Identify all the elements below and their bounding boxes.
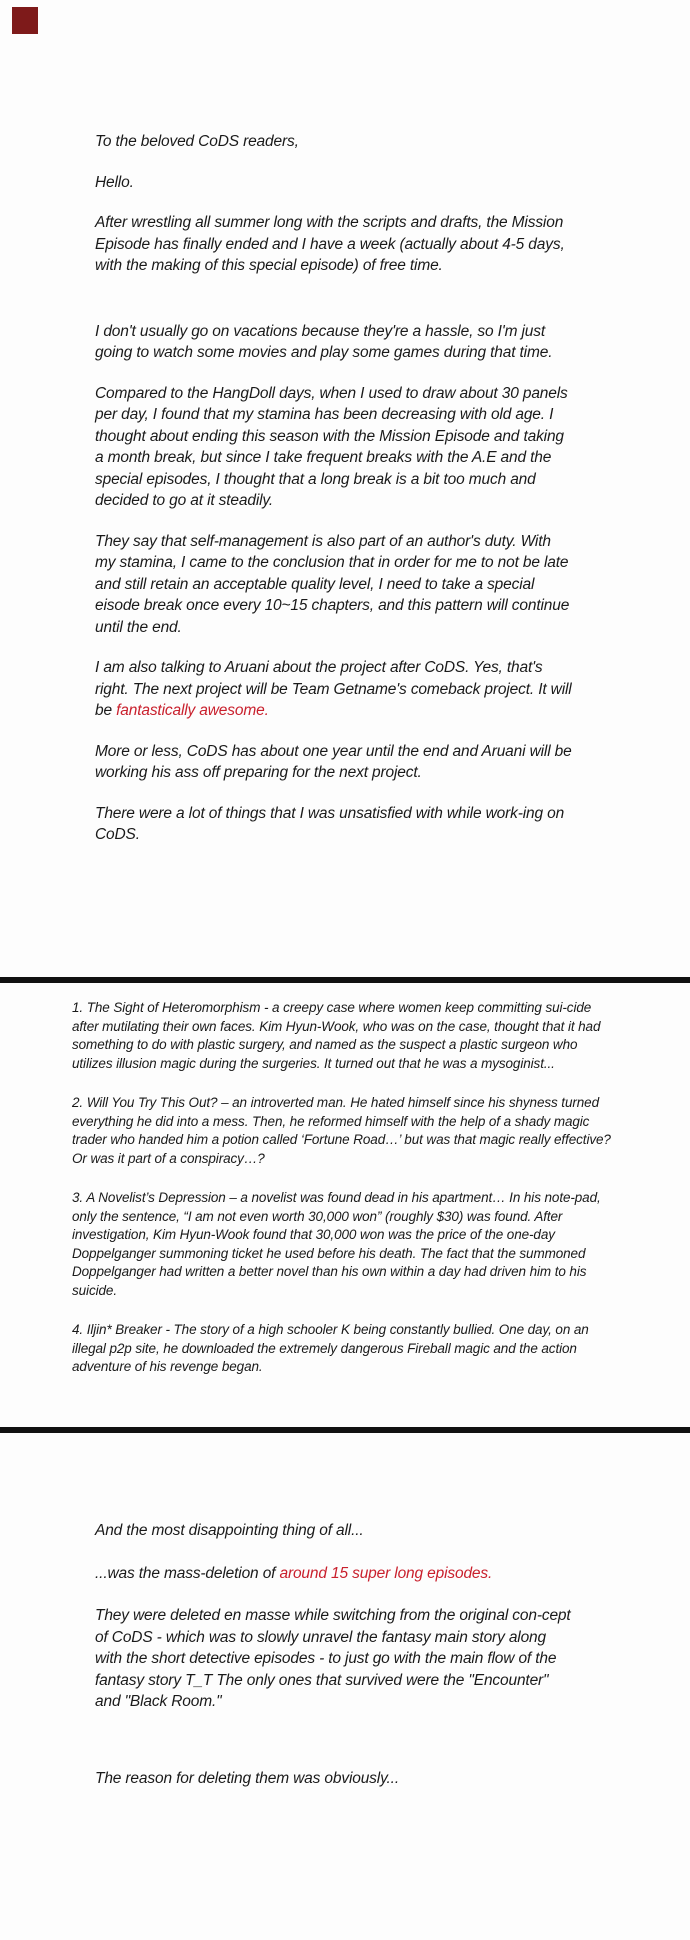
closing-section	[95, 1520, 573, 1810]
line-mass-deletion	[95, 1563, 573, 1585]
greeting-line: To the beloved CoDS readers,	[95, 133, 299, 150]
paragraph-next-project-highlight: fantastically awesome.	[116, 702, 269, 719]
line-mass-deletion-text: ...was the mass-deletion of	[95, 1564, 280, 1582]
paragraph-one-year: More or less, CoDS has about one year until the end and Aruani will be working his ass off preparing for the next project.	[95, 742, 572, 781]
section-divider-top	[0, 977, 690, 983]
case-item-2: 2. Will You Try This Out? – an introverted man. He hated himself since his shyness turned everything he did into a mess. Then, he reformed himself with the help of a shady magic trader who handed him a potion called ‘Fortune Road…’ but was that magic really effective? Or was it part of a conspiracy…?	[72, 1095, 611, 1166]
case-item-1: 1. The Sight of Heteromorphism - a creepy case where women keep committing sui-cide after mutilating their own faces. Kim Hyun-Wook, who was on the case, thought that it had something to do with plastic surgery, and named as the suspect a plastic surgeon who utilizes illusion magic during the surgeries. It turned out that he was a mysoginist...	[72, 1000, 601, 1071]
letter-section	[95, 131, 573, 865]
line-mass-deletion-highlight: around 15 super long episodes.	[279, 1564, 493, 1582]
case-list-section	[72, 999, 618, 1398]
line-disappointing: And the most disappointing thing of all...	[95, 1522, 364, 1539]
top-left-red-square	[12, 7, 38, 34]
paragraph-self-management: They say that self-management is also part of an author's duty. With my stamina, I came to the conclusion that in order for me to not be late and still retain an acceptable quality level, I need to take a special eisode break once every 10~15 chapters, and this pattern will continue until the end.	[95, 532, 570, 636]
paragraph-deleted: They were deleted en masse while switching from the original con-cept of CoDS - which was to slowly unravel the fantasy main story along with the short detective episodes - to just go with the main flow of the fantasy story T_T The only ones that survived were the "Encounter" and "Black Room."	[95, 1607, 571, 1710]
paragraph-free-time: After wrestling all summer long with the scripts and drafts, the Mission Episode has finally ended and I have a week (actually about 4-5 days, with the making of this special episode) of free time.	[95, 214, 565, 274]
paragraph-next-project	[95, 657, 573, 722]
paragraph-unsatisfied: There were a lot of things that I was unsatisfied with while work-ing on CoDS.	[95, 804, 565, 843]
hello-line: Hello.	[95, 173, 134, 191]
paragraph-vacations: I don't usually go on vacations because they're a hassle, so I'm just going to watch some movies and play some games during that time.	[95, 322, 553, 361]
paragraph-hangdoll: Compared to the HangDoll days, when I used to draw about 30 panels per day, I found that my stamina has been decreasing with old age. I thought about ending this season with the Mission Episode and taking a month break, but since I take frequent breaks with the A.E and the special episodes, I thought that a long break is a bit too much and decided to go at it steadily.	[95, 384, 568, 509]
case-item-3: 3. A Novelist’s Depression – a novelist was found dead in his apartment… In his note-pad, only the sentence, “I am not even worth 30,000 won” (roughly $30) was found. After investigation, Kim Hyun-Wook found that 30,000 won was the price of the one-day Doppelganger summoning ticket he used before his death. The fact that the summoned Doppelganger had written a better novel than his own within a day had driven him to his suicide.	[72, 1190, 601, 1298]
case-item-4: 4. Iljin* Breaker - The story of a high schooler K being constantly bullied. One day, on an illegal p2p site, he downloaded the extremely dangerous Fireball magic and the action adventure of his revenge began.	[72, 1322, 589, 1374]
paragraph-next-project-text: I am also talking to Aruani about the project after CoDS. Yes, that's right. The next project will be Team Getname's comeback project. It will be	[95, 659, 572, 719]
section-divider-bottom	[0, 1427, 690, 1433]
line-reason: The reason for deleting them was obviously...	[95, 1769, 399, 1787]
